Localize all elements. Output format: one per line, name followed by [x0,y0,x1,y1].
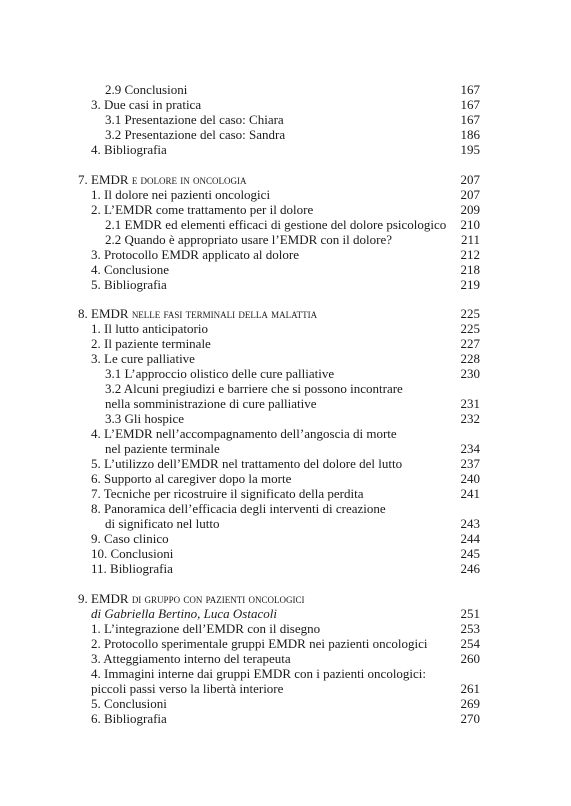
chapter-page: 225 [460,306,480,321]
toc-entry [0,336,571,351]
chapter-title [78,306,317,321]
chapter-title [78,172,247,187]
toc-entry [0,381,571,396]
toc-entry [0,441,571,456]
toc-entry-title: 2.2 Quando è appropriato usare l’EMDR con il dolore? [105,232,393,247]
chapter-authors-text: di Gabriella Bertino, Luca Ostacoli [91,606,277,621]
toc-entry-page: 167 [460,112,480,127]
toc-entry-page: 254 [460,636,480,651]
toc-entry-title: 3.1 Presentazione del caso: Chiara [105,112,284,127]
toc-entry-title: 10. Conclusioni [91,546,174,561]
toc-entry-title: 6. Bibliografia [91,711,167,726]
toc-entry-title: 9. Caso clinico [91,531,169,546]
chapter-heading [0,306,571,321]
toc-entry-page: 240 [460,471,480,486]
toc-entry-title: 8. Panoramica dell’efficacia degli interventi di creazione [91,501,386,516]
toc-entry-page: 269 [460,696,480,711]
toc-entry-page: 260 [460,651,480,666]
toc-entry [0,546,571,561]
toc-entry [0,202,571,217]
toc-entry [0,501,571,516]
toc-entry [0,396,571,411]
toc-entry-page: 234 [460,441,480,456]
toc-entry-title: 3.2 Presentazione del caso: Sandra [105,127,286,142]
toc-entry-title: 3. Protocollo EMDR applicato al dolore [91,247,299,262]
toc-entry [0,486,571,501]
toc-entry-page: 195 [460,142,480,157]
toc-entry-title: 5. L’utilizzo dell’EMDR nel trattamento del dolore del lutto [91,456,403,471]
toc-entry-page: 228 [460,351,480,366]
chapter-page: 207 [460,172,480,187]
toc-entry-title: 4. L’EMDR nell’accompagnamento dell’angoscia di morte [91,426,397,441]
toc-entry-page: 241 [460,486,480,501]
toc-entry-title: 2. Il paziente terminale [91,336,211,351]
toc-entry-title: 2. L’EMDR come trattamento per il dolore [91,202,314,217]
toc-entry-page: 219 [460,277,480,292]
toc-entry-title: 5. Bibliografia [91,277,167,292]
toc-entry [0,232,571,247]
toc-entry-page: 227 [460,336,480,351]
toc-entry-title: 4. Conclusione [91,262,169,277]
toc-entry-title: piccoli passi verso la libertà interiore [91,681,284,696]
toc-entry-page: 225 [460,321,480,336]
toc-entry-title: 1. L’integrazione dell’EMDR con il disegno [91,621,321,636]
toc-entry-page: 244 [460,531,480,546]
toc-entry-title: 2.1 EMDR ed elementi efficaci di gestione del dolore psicologico [105,217,447,232]
toc-entry [0,531,571,546]
toc-entry-title: 5. Conclusioni [91,696,167,711]
chapter-number: 7. [78,172,88,187]
toc-entry [0,142,571,157]
toc-entry [0,112,571,127]
toc-entry-title: nella somministrazione di cure palliative [105,396,317,411]
toc-entry-title: 4. Bibliografia [91,142,167,157]
toc-entry-page: 167 [460,97,480,112]
toc-entry [0,351,571,366]
chapter-subtitle: e dolore in oncologia [131,172,247,187]
toc-entry-page: 237 [460,456,480,471]
toc-entry-title: 3. Atteggiamento interno del terapeuta [91,651,291,666]
toc-entry [0,621,571,636]
toc-entry [0,711,571,726]
toc-entry-page: 253 [460,621,480,636]
toc-entry [0,681,571,696]
chapter-head: EMDR [91,591,129,606]
chapter-subtitle: nelle fasi terminali della malattia [131,306,318,321]
toc-entry-page: 218 [460,262,480,277]
toc-entry-title: 2. Protocollo sperimentale gruppi EMDR nei pazienti oncologici [91,636,428,651]
toc-entry-page: 246 [460,561,480,576]
chapter-number: 9. [78,591,88,606]
toc-entry [0,127,571,142]
toc-entry [0,426,571,441]
toc-entry [0,651,571,666]
toc-entry-page: 270 [460,711,480,726]
toc-entry-title: di significato nel lutto [105,516,220,531]
toc-entry-title: 1. Il dolore nei pazienti oncologici [91,187,271,202]
toc-entry-title: 2.9 Conclusioni [105,82,188,97]
chapter-authors-page: 251 [460,606,480,621]
toc-entry-page: 212 [460,247,480,262]
toc-entry-title: 4. Immagini interne dai gruppi EMDR con i pazienti oncologici: [91,666,427,681]
chapter-authors [0,606,571,621]
toc-entry-page: 232 [460,411,480,426]
toc-entry-page: 211 [460,232,480,247]
toc-entry [0,696,571,711]
toc-entry [0,97,571,112]
toc-entry-page: 210 [460,217,480,232]
toc-entry-page: 245 [460,546,480,561]
toc-entry-title: nel paziente terminale [105,441,220,456]
toc-entry [0,456,571,471]
toc-entry [0,561,571,576]
toc-entry-title: 6. Supporto al caregiver dopo la morte [91,471,292,486]
chapter-number: 8. [78,306,88,321]
toc-entry [0,262,571,277]
toc-entry-page: 167 [460,82,480,97]
toc-entry [0,366,571,381]
toc-entry-page: 209 [460,202,480,217]
toc-entry-page: 186 [460,127,480,142]
chapter-subtitle: di gruppo con pazienti oncologici [131,591,305,606]
toc-entry [0,471,571,486]
toc-entry-title: 3.1 L’approccio olistico delle cure palliative [105,366,335,381]
toc-entry [0,82,571,97]
toc-entry [0,666,571,681]
toc-entry [0,217,571,232]
toc-entry [0,321,571,336]
toc-entry [0,516,571,531]
toc-entry-page: 207 [460,187,480,202]
toc-entry-page: 230 [460,366,480,381]
chapter-heading [0,172,571,187]
toc-entry [0,247,571,262]
toc-entry-title: 3.3 Gli hospice [105,411,185,426]
toc-entry [0,636,571,651]
chapter-head: EMDR [91,306,129,321]
toc-entry-title: 7. Tecniche per ricostruire il significato della perdita [91,486,364,501]
chapter-title [78,591,304,606]
toc-entry-title: 3. Le cure palliative [91,351,195,366]
toc-entry-title: 1. Il lutto anticipatorio [91,321,208,336]
toc-entry-title: 3. Due casi in pratica [91,97,202,112]
toc-entry [0,187,571,202]
toc-entry-page: 243 [460,516,480,531]
toc-entry-title: 11. Bibliografia [91,561,173,576]
toc-entry [0,411,571,426]
toc-entry-page: 231 [460,396,480,411]
toc-entry [0,277,571,292]
toc-entry-title: 3.2 Alcuni pregiudizi e barriere che si possono incontrare [105,381,403,396]
chapter-heading [0,591,571,606]
chapter-head: EMDR [91,172,129,187]
toc-entry-page: 261 [460,681,480,696]
